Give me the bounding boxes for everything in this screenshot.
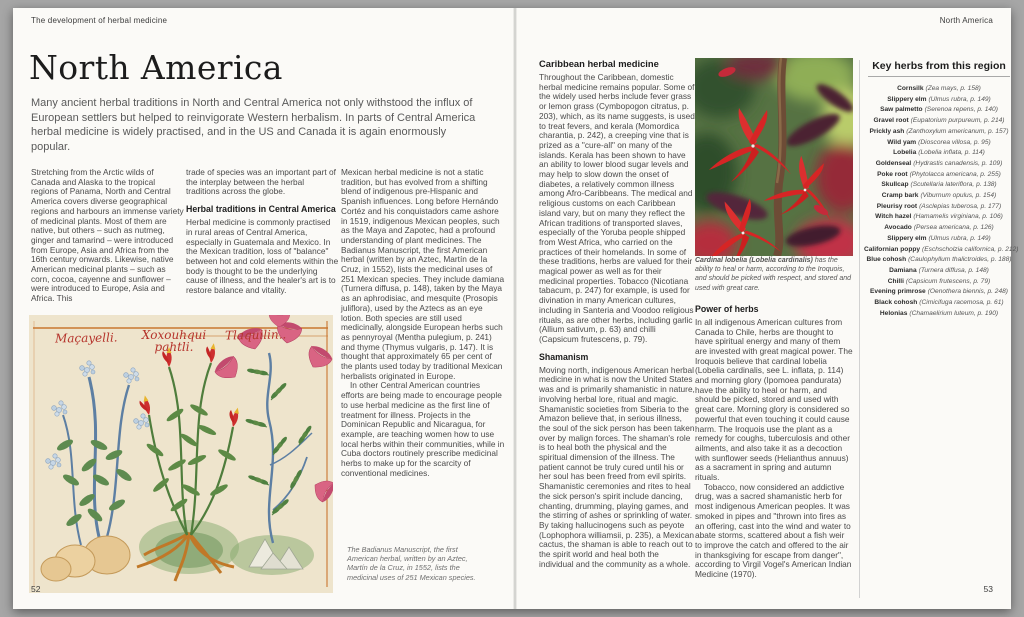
herb-latin-name: (Hydrastis canadensis, p. 109) (913, 159, 1003, 167)
key-herb-item (864, 255, 1014, 266)
herb-latin-name: (Scutellaria lateriflora, p. 138) (910, 181, 997, 189)
herb-name: Black cohosh (874, 299, 918, 307)
key-herb-item (864, 277, 1014, 288)
body-text: Stretching from the Arctic wilds of Canada and Alaska to the tropical regions of Panama, North and Central America covers diverse geographical regions and harbours an immense variety of medicinal plants. Most of them are native, but others – such as nutmeg, ginger and tamarind – were introduced from Europe, Asia and Africa from the 16th century onwards. Likewise, native American medicinal plants – such as corn, cocoa, cayenne and sunflower – were introduced to Europe, Asia and Africa. This (31, 167, 184, 304)
key-herb-item (864, 287, 1014, 298)
body-text: Mexican herbal medicine is not a static tradition, but has evolved from a shifting blend of indigenous pre-Hispanic and Spanish influences. Long before Hernándo Cortéz and his conquistadors came ashore in 1519, indigenous Mexican peoples, such as the Maya and Zapotec, had a profound understanding of plant medicines. The Badianus Manuscript, the first American herbal (written by an Aztec, Martín de la Cruz, in 1552), lists the medicinal uses of 251 Mexican species. They include damiana (Turnera diffusa, p. 148), taken by the Maya as an aphrodisiac, and mesquite (Prosopis juliflora), used by the Aztecs as an eye lotion. Both species are still used medicinally, alongside European herbs such as pennyroyal (Mentha pulegium, p. 241) and thyme (Thymus vulgaris, p. 147). It is thought that approximately 65 per cent of the plants used today by traditional Mexican herbalists originated in Europe. (341, 167, 505, 381)
body-text: Moving north, indigenous American herbal medicine in what is now the United States was and is primarily shamanistic in nature, involving herbal lore, ritual and magic. Shamanistic societies from Siberia to the Amazon believe that, in serious illness, the soul of the sick person has been taken over by malign forces. The shaman's role is to heal both the physical and the spiritual dimension of the illness. The patient cannot be truly cured until his or her soul has been freed from evil spirits. Shamanistic ceremonies and rites to heal the sick person's spirit include dancing, chanting, drumming, playing games, and the stirring of ashes or sprinkling of water. By taking hallucinogens such as peyote (Lophophora williamsii, p. 235), a Mexican cactus, the shaman is able to reach out to the spirit world and heal both the individual and the community as a whole. (539, 364, 695, 569)
herb-latin-name: (Dioscorea villosa, p. 95) (918, 138, 991, 146)
left-column-2 (186, 168, 339, 296)
herb-name: Avocado (884, 224, 912, 232)
key-herb-item (864, 180, 1014, 191)
manuscript-label-tlaquilin: Tlaquilin.. (224, 327, 287, 343)
herb-name: Prickly ash (869, 127, 905, 135)
key-herb-item (864, 170, 1014, 181)
running-header-left: The development of herbal medicine (31, 16, 168, 25)
herb-name: Damiana (889, 266, 917, 274)
herb-name: Cornsilk (897, 85, 924, 92)
herb-latin-name: (Chamaelirium luteum, p. 190) (909, 309, 999, 317)
manuscript-label-macayelli: Maçayelli. (54, 330, 118, 346)
key-herb-item (864, 84, 1014, 95)
herb-name: Evening primrose (870, 288, 926, 296)
key-herb-item (864, 309, 1014, 320)
herb-latin-name: (Cimicifuga racemosa, p. 61) (919, 299, 1004, 307)
section-heading-shamanism: Shamanism (539, 351, 589, 362)
key-herb-item (864, 159, 1014, 170)
page-number-left: 52 (31, 584, 41, 594)
page-number-right: 53 (983, 584, 993, 594)
herb-name: Blue cohosh (866, 256, 907, 264)
badianus-manuscript-illustration (29, 315, 333, 593)
body-text: Tobacco, now considered an addictive drug, was a sacred shamanistic herb for most indigenous American peoples. It was smoked in pipes and "thrown into fires as an offering, cast into the wind and water to abate storms, scattered about a fish weir to improve the catch and offered to the air in thanksgiving for escape from danger", according to Virgil Vogel's American Indian Medicine (1970). (695, 481, 852, 580)
key-herb-item (864, 266, 1014, 277)
key-herb-item (864, 223, 1014, 234)
key-herb-item (864, 116, 1014, 127)
herb-name: Skullcap (881, 181, 909, 189)
page-title: North America (29, 48, 283, 87)
herb-name: Slippery elm (887, 95, 927, 103)
herb-latin-name: (Caulophyllum thalictroides, p. 188) (908, 256, 1012, 264)
key-herb-item (864, 138, 1014, 149)
herb-latin-name: (Capsicum frutescens, p. 79) (905, 277, 991, 285)
key-herb-item (864, 105, 1014, 116)
key-herbs-list (864, 84, 1019, 319)
section-heading-power-of-herbs: Power of herbs (695, 303, 759, 314)
key-herb-item (864, 245, 1019, 256)
photo-caption-lead: Cardinal lobelia (Lobelia cardinalis) (695, 257, 813, 264)
herb-latin-name: (Eschscholzia californica, p. 212) (922, 245, 1019, 253)
herb-latin-name: (Oenothera biennis, p. 248) (927, 288, 1008, 296)
key-herb-item (864, 95, 1014, 106)
herb-name: Witch hazel (875, 213, 912, 221)
herb-name: Chilli (887, 277, 904, 285)
left-column-1 (31, 168, 184, 304)
herb-name: Cramp bark (881, 192, 919, 200)
body-text: In all indigenous American cultures from Canada to Chile, herbs are thought to have spiritual energy and many of them are invested with great magical power. The Iroquois believe that cardinal lobelia (Lobelia cardinalis, see L. inflata, p. 114) and morning glory (Ipomoea pandurata) have the ability to heal or harm, and should be picked, stored and used with great care. Morning glory is considered so powerful that even touching it could cause harm. The Iroquois use the plant as a remedy for coughs, tuberculosis and other ailments, and also take it as a decoction with sunflower seeds (Helianthus annuus) as a sacrament in spring and autumn rituals. (695, 316, 853, 483)
herb-latin-name: (Phytolacca americana, p. 255) (909, 170, 1001, 178)
herb-latin-name: (Ulmus rubra, p. 149) (928, 234, 991, 242)
herb-latin-name: (Eupatorium purpureum, p. 214) (910, 117, 1005, 125)
right-column-1 (539, 58, 695, 569)
book-spread (13, 8, 1019, 609)
herb-latin-name: (Turnera diffusa, p. 148) (918, 266, 989, 274)
key-herb-item (864, 191, 1014, 202)
herb-name: Saw palmetto (880, 106, 923, 114)
herb-latin-name: (Viburnum opulus, p. 154) (920, 192, 997, 200)
herb-latin-name: (Persea americana, p. 126) (913, 224, 994, 232)
key-herb-item (864, 148, 1014, 159)
illustration-caption: The Badianus Manuscript, the first American herbal, written by an Aztec, Martín de la Cruz, in 1552, lists the medicinal uses of 251 Mexican species. (347, 545, 476, 582)
body-text: Throughout the Caribbean, domestic herbal medicine remains popular. Some of the widely used herbs include fever grass or lemon grass (Cymbopogon citratus, p. 203), which, as its name suggests, is used to treat fevers, and kerala (Momordica charantia, p. 242), a creeping vine that is prized as a "cure-all" on many of the islands. Kerala has been shown to have an ability to lower blood sugar levels and may help to slow down the onset of diabetes, a relatively common illness among Afro-Caribbeans. The medical and religious customs on each Caribbean island vary, but on many they reflect the African traditions of transported slaves, especially of the Yoruba people shipped from West Africa, who carried on the practices of their homelands. In some of these traditions, herbs are valued for their magical power as well as for their medicinal properties. Tobacco (Nicotiana tabacum, p. 247) for example, is used for divination in many American cultures, including in Santeria and Voodoo religious rituals, as are other herbs, including garlic (Allium sativum, p. 63) and chilli (Capsicum frutescens, p. 79). (539, 72, 695, 344)
key-herb-item (864, 202, 1014, 213)
herb-name: Californian poppy (864, 245, 921, 253)
herb-name: Goldenseal (875, 159, 912, 167)
herb-latin-name: (Ulmus rubra, p. 149) (928, 95, 991, 103)
section-heading-central-america: Herbal traditions in Central America (186, 204, 336, 215)
herb-name: Lobelia (893, 149, 917, 157)
left-column-3 (341, 168, 505, 479)
herb-latin-name: (Asclepias tuberosa, p. 177) (919, 202, 1002, 210)
photo-caption-rest: has the ability to heal or harm, according to the Iroquois, and should be picked with respect, and stored and used with great care. (695, 257, 852, 292)
body-text: trade of species was an important part of the interplay between the herbal traditions across the globe. (186, 167, 336, 197)
section-heading-caribbean: Caribbean herbal medicine (539, 58, 659, 69)
key-herb-item (864, 212, 1014, 223)
body-text: In other Central American countries efforts are being made to encourage people to use herbal medicine as the first line of treatment for illness. Projects in the Dominican Republic and Nicaragua, for example, are teaching women how to use local herbs within their communities, while in Cuba doctors routinely prescribe medicinal herbs to make up for the scarcity of conventional medicines. (341, 380, 505, 478)
key-herb-item (864, 298, 1014, 309)
herb-name: Slippery elm (887, 234, 927, 242)
manuscript-plants-image (29, 315, 333, 593)
key-herb-item (864, 234, 1014, 245)
manuscript-label-xoxouhqui: Xoxouhqui pahtli. (141, 328, 207, 354)
herb-name: Poke root (877, 170, 908, 178)
right-column-2 (695, 58, 853, 580)
sidebar-divider-rule (859, 60, 860, 598)
cardinal-lobelia-photo (695, 58, 853, 256)
herb-latin-name: (Zanthoxylum americanum, p. 157) (906, 127, 1009, 135)
sidebar-title-rule (868, 76, 1010, 77)
photo-caption (695, 256, 853, 293)
running-header-right: North America (939, 16, 993, 25)
herb-latin-name: (Serenoa repens, p. 140) (924, 106, 998, 114)
herb-name: Wild yam (887, 138, 917, 146)
herb-name: Gravel root (873, 117, 909, 125)
intro-paragraph: Many ancient herbal traditions in North and Central America not only withstood the influx of European settlers but helped to reinvigorate Western herbalism. In parts of Central America herbal medicine is widely practised, and in the US and Canada it is again enormously popular. (31, 97, 476, 153)
key-herb-item (864, 127, 1014, 138)
herb-name: Helonias (879, 309, 908, 317)
key-herbs-sidebar (864, 60, 1019, 319)
body-text: Herbal medicine is commonly practised in rural areas of Central America, especially in Guatemala and Mexico. In the Mexican tradition, loss of "balance" between hot and cold elements within the body is thought to be the underlying cause of illness, and the healer's art is to restore balance and vitality. (186, 217, 339, 296)
book-spine-shadow (513, 8, 517, 609)
herb-name: Pleurisy root (876, 202, 918, 210)
sidebar-title: Key herbs from this region (872, 60, 1006, 72)
herb-latin-name: (Hamamelis virginiana, p. 106) (913, 213, 1003, 221)
herb-latin-name: (Zea mays, p. 158) (925, 85, 981, 92)
herb-latin-name: (Lobelia inflata, p. 114) (918, 149, 985, 157)
